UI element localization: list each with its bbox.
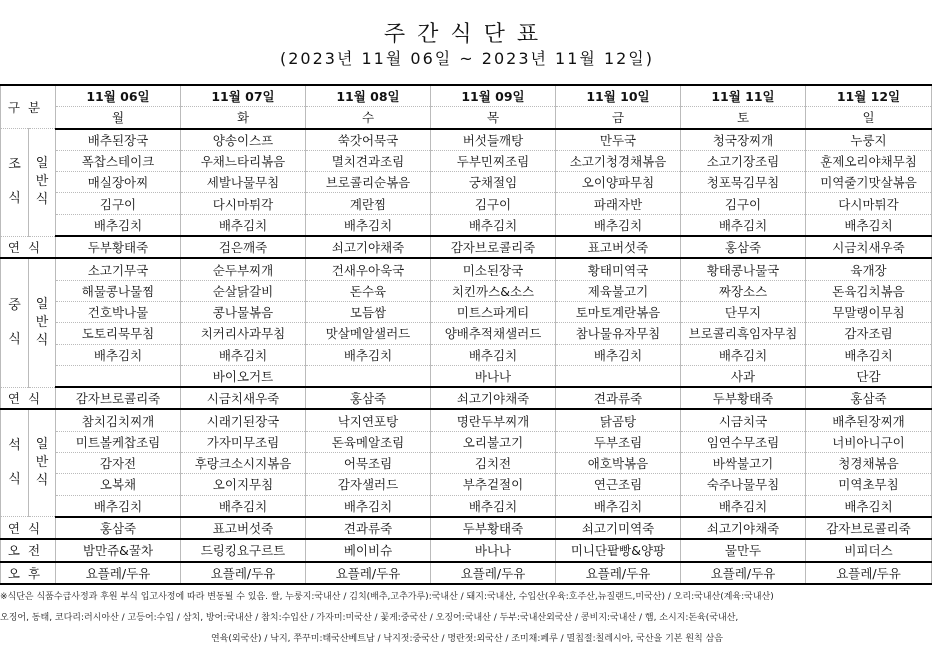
- header-date: 11월 11일: [681, 85, 806, 107]
- menu-item: 시금치국: [681, 409, 806, 431]
- menu-row: [1, 365, 932, 387]
- header-day: 수: [306, 107, 431, 129]
- menu-item: 배추김치: [56, 214, 181, 236]
- vertical-text: 석식: [8, 438, 21, 488]
- menu-item: 가자미무조림: [181, 431, 306, 452]
- footer-line-3: 연육(외국산) / 낙지, 쭈꾸미:태국산베트남 / 낙지젓:중국산 / 명란젓:외국산 / 조미채:페루 / 멸칩절:칠레시아, 국산을 기본 원칙 삼음: [211, 634, 723, 644]
- menu-item: 소고기무국: [56, 258, 181, 280]
- menu-item: 양배추적채샐러드: [431, 323, 556, 344]
- menu-item: 명란두부찌개: [431, 409, 556, 431]
- menu-item: 시래기된장국: [181, 409, 306, 431]
- menu-item: 누룽지: [806, 129, 932, 151]
- menu-item: 배추김치: [56, 495, 181, 517]
- menu-row: [1, 301, 932, 322]
- menu-item: 육개장: [806, 258, 932, 280]
- menu-item: 양송이스프: [181, 129, 306, 151]
- menu-item: 돈육김치볶음: [806, 280, 932, 301]
- menu-item: 배추김치: [681, 344, 806, 365]
- menu-item: 임연수무조림: [681, 431, 806, 452]
- weekly-menu-table: [0, 84, 932, 585]
- menu-row: [1, 344, 932, 365]
- menu-item: 애호박볶음: [556, 453, 681, 474]
- menu-row: [1, 193, 932, 214]
- menu-item: 배추된장찌개: [806, 409, 932, 431]
- menu-item: 미니단팥빵&양팡: [556, 539, 681, 561]
- header-date: 11월 12일: [806, 85, 932, 107]
- menu-body: [1, 85, 932, 584]
- menu-item: 치킨까스&소스: [431, 280, 556, 301]
- menu-row: [1, 387, 932, 409]
- menu-row: [1, 453, 932, 474]
- menu-item: 소고기장조림: [681, 150, 806, 171]
- menu-row: [1, 474, 932, 495]
- menu-item: 배추김치: [431, 214, 556, 236]
- footer-notes: [0, 587, 934, 650]
- menu-item: 매실장아찌: [56, 172, 181, 193]
- menu-item: 오복채: [56, 474, 181, 495]
- menu-item: 세발나물무침: [181, 172, 306, 193]
- lunch-sub-label: [29, 258, 56, 387]
- menu-row: [1, 280, 932, 301]
- menu-item: 바싹불고기: [681, 453, 806, 474]
- menu-item: 돈수육: [306, 280, 431, 301]
- pm-snack-label: 오후: [1, 562, 56, 584]
- menu-item: 김구이: [56, 193, 181, 214]
- header-date: 11월 08일: [306, 85, 431, 107]
- menu-item: 단무지: [681, 301, 806, 322]
- menu-item: 시금치새우죽: [806, 236, 932, 258]
- dinner-sub-label: [29, 409, 56, 516]
- menu-item: 요플레/두유: [431, 562, 556, 584]
- menu-item: 두부황태죽: [431, 517, 556, 539]
- menu-item: 닭곰탕: [556, 409, 681, 431]
- menu-item: 다시마튀각: [806, 193, 932, 214]
- menu-item: 너비아니구이: [806, 431, 932, 452]
- menu-item: 콩나물볶음: [181, 301, 306, 322]
- menu-item: 청포묵김무침: [681, 172, 806, 193]
- menu-item: 홍삼죽: [806, 387, 932, 409]
- menu-item: 감자브로콜리죽: [806, 517, 932, 539]
- menu-item: 숙주나물무침: [681, 474, 806, 495]
- header-date: 11월 10일: [556, 85, 681, 107]
- menu-item: 미역줄기맛살볶음: [806, 172, 932, 193]
- header-date: 11월 07일: [181, 85, 306, 107]
- menu-item: 김구이: [431, 193, 556, 214]
- menu-row: [1, 129, 932, 151]
- menu-item: 토마토계란볶음: [556, 301, 681, 322]
- menu-item: 훈제오리야채무침: [806, 150, 932, 171]
- menu-item: 두부민찌조림: [431, 150, 556, 171]
- dinner-snack-label: 연식: [1, 517, 56, 539]
- menu-item: 배추김치: [181, 214, 306, 236]
- vertical-text: 중식: [8, 298, 21, 348]
- header-gubun: 구분: [1, 85, 56, 129]
- breakfast-sub-label: [29, 129, 56, 236]
- menu-item: 배추김치: [556, 214, 681, 236]
- menu-item: 참나물유자무침: [556, 323, 681, 344]
- menu-item: 홍삼죽: [56, 517, 181, 539]
- menu-item: 두부황태죽: [681, 387, 806, 409]
- menu-row: [1, 517, 932, 539]
- menu-item: 버섯들깨탕: [431, 129, 556, 151]
- menu-item: [556, 365, 681, 387]
- menu-item: 바이오거트: [181, 365, 306, 387]
- menu-item: 김치전: [431, 453, 556, 474]
- menu-item: 브로콜리순볶음: [306, 172, 431, 193]
- menu-item: 배추김치: [431, 344, 556, 365]
- menu-item: 배추김치: [806, 214, 932, 236]
- menu-item: 오리불고기: [431, 431, 556, 452]
- menu-item: 표고버섯죽: [556, 236, 681, 258]
- menu-item: 두부황태죽: [56, 236, 181, 258]
- menu-item: [56, 365, 181, 387]
- menu-item: 계란찜: [306, 193, 431, 214]
- footer-line-2: 오징어, 동태, 코다리:러시아산 / 고등어:수입 / 삼치, 방어:국내산 / 참치:수입산 / 가자미:미국산 / 꽃게:중국산 / 오징어:국내산 / 두부:국내산외국산 / 콩비지:국내산 / 햄, 소시지:돈육(국내산,: [0, 613, 739, 623]
- menu-item: 감자샐러드: [306, 474, 431, 495]
- menu-item: 해물콩나물찜: [56, 280, 181, 301]
- menu-item: 청경채볶음: [806, 453, 932, 474]
- breakfast-label: [1, 129, 29, 236]
- menu-item: 배추김치: [56, 344, 181, 365]
- menu-item: 오이양파무침: [556, 172, 681, 193]
- menu-item: 짜장소스: [681, 280, 806, 301]
- menu-item: 순두부찌개: [181, 258, 306, 280]
- menu-row: [1, 150, 932, 171]
- menu-item: 우채느타리볶음: [181, 150, 306, 171]
- dinner-label: [1, 409, 29, 516]
- menu-item: 비피더스: [806, 539, 932, 561]
- menu-item: 배추김치: [681, 495, 806, 517]
- menu-item: 치커리사과무침: [181, 323, 306, 344]
- menu-item: 요플레/두유: [181, 562, 306, 584]
- menu-item: 감자브로콜리죽: [56, 387, 181, 409]
- menu-item: 건새우아욱국: [306, 258, 431, 280]
- header-day: 일: [806, 107, 932, 129]
- menu-item: 드링킹요구르트: [181, 539, 306, 561]
- footer-line-1: ※식단은 식품수급사정과 후원 부식 입고사정에 따라 변동될 수 있음. 쌀, 누룽지:국내산 / 김치(배추,고추가루):국내산 / 돼지:국내산, 수입산(우육:호주산,뉴질랜드,미국산) / 오리:국내산(계육:국내산): [0, 592, 774, 602]
- menu-item: 제육불고기: [556, 280, 681, 301]
- menu-row: [1, 323, 932, 344]
- menu-item: 배추김치: [806, 495, 932, 517]
- menu-item: 어묵조림: [306, 453, 431, 474]
- menu-item: 김구이: [681, 193, 806, 214]
- menu-item: 요플레/두유: [556, 562, 681, 584]
- header-day: 금: [556, 107, 681, 129]
- menu-item: 검은깨죽: [181, 236, 306, 258]
- vertical-text: 조식: [8, 157, 21, 207]
- menu-item: 배추김치: [306, 495, 431, 517]
- menu-item: 황태미역국: [556, 258, 681, 280]
- menu-row: [1, 495, 932, 517]
- menu-item: 참치김치찌개: [56, 409, 181, 431]
- breakfast-snack-label: 연식: [1, 236, 56, 258]
- menu-item: 맛살메알샐러드: [306, 323, 431, 344]
- menu-item: 두부조림: [556, 431, 681, 452]
- menu-item: 모듬쌈: [306, 301, 431, 322]
- menu-item: 바나나: [431, 365, 556, 387]
- menu-item: 배추김치: [306, 344, 431, 365]
- menu-item: 오이지무침: [181, 474, 306, 495]
- menu-item: 만두국: [556, 129, 681, 151]
- menu-item: 궁채절임: [431, 172, 556, 193]
- menu-item: 배추김치: [556, 495, 681, 517]
- menu-item: 단감: [806, 365, 932, 387]
- period-range: (2023년 11월 06일 ~ 2023년 11월 12일): [279, 49, 655, 68]
- menu-item: 멸치견과조림: [306, 150, 431, 171]
- header-day: 토: [681, 107, 806, 129]
- menu-item: 무말랭이무침: [806, 301, 932, 322]
- menu-row: [1, 236, 932, 258]
- menu-item: 다시마튀각: [181, 193, 306, 214]
- header-day: 월: [56, 107, 181, 129]
- menu-item: 요플레/두유: [56, 562, 181, 584]
- header-date: 11월 06일: [56, 85, 181, 107]
- menu-item: 황태콩나물국: [681, 258, 806, 280]
- menu-item: 쇠고기야채죽: [306, 236, 431, 258]
- menu-item: 바나나: [431, 539, 556, 561]
- menu-item: 파래자반: [556, 193, 681, 214]
- menu-row: [1, 409, 932, 431]
- menu-item: 표고버섯죽: [181, 517, 306, 539]
- menu-item: 물만두: [681, 539, 806, 561]
- menu-item: 배추김치: [431, 495, 556, 517]
- menu-item: 미역초무침: [806, 474, 932, 495]
- menu-item: 견과류죽: [306, 517, 431, 539]
- menu-item: 건호박나물: [56, 301, 181, 322]
- menu-item: 감자전: [56, 453, 181, 474]
- menu-item: 밤만쥬&꿀차: [56, 539, 181, 561]
- menu-item: 배추김치: [181, 495, 306, 517]
- menu-item: 후랑크소시지볶음: [181, 453, 306, 474]
- menu-item: 배추김치: [806, 344, 932, 365]
- vertical-text: 일반식: [35, 297, 49, 349]
- menu-row: [1, 214, 932, 236]
- menu-item: 부추겉절이: [431, 474, 556, 495]
- menu-item: 청국장찌개: [681, 129, 806, 151]
- menu-item: 홍삼죽: [306, 387, 431, 409]
- menu-item: 견과류죽: [556, 387, 681, 409]
- menu-row: [1, 258, 932, 280]
- menu-item: 미소된장국: [431, 258, 556, 280]
- menu-item: 브로콜리흑임자무침: [681, 323, 806, 344]
- vertical-text: 일반식: [35, 156, 49, 208]
- menu-item: 도토리묵무침: [56, 323, 181, 344]
- menu-item: 배추김치: [181, 344, 306, 365]
- menu-item: 돈육메알조림: [306, 431, 431, 452]
- menu-item: 요플레/두유: [806, 562, 932, 584]
- menu-item: 배추된장국: [56, 129, 181, 151]
- menu-row: [1, 431, 932, 452]
- menu-item: 홍삼죽: [681, 236, 806, 258]
- vertical-text: 일반식: [35, 437, 49, 489]
- menu-row: [1, 172, 932, 193]
- header-day: 화: [181, 107, 306, 129]
- menu-item: 쇠고기야채죽: [681, 517, 806, 539]
- menu-item: 요플레/두유: [681, 562, 806, 584]
- menu-item: 쇠고기야채죽: [431, 387, 556, 409]
- menu-row: [1, 562, 932, 584]
- menu-item: 연근조림: [556, 474, 681, 495]
- menu-item: 베이비슈: [306, 539, 431, 561]
- page-title: 주간식단표: [383, 22, 551, 47]
- menu-item: 순살닭갈비: [181, 280, 306, 301]
- menu-item: 쇠고기미역죽: [556, 517, 681, 539]
- lunch-snack-label: 연식: [1, 387, 56, 409]
- menu-item: 감자브로콜리죽: [431, 236, 556, 258]
- am-snack-label: 오전: [1, 539, 56, 561]
- menu-row: [1, 85, 932, 107]
- menu-item: [306, 365, 431, 387]
- menu-item: 폭찹스테이크: [56, 150, 181, 171]
- header-date: 11월 09일: [431, 85, 556, 107]
- menu-item: 소고기청경채볶음: [556, 150, 681, 171]
- menu-item: 요플레/두유: [306, 562, 431, 584]
- menu-item: 배추김치: [306, 214, 431, 236]
- lunch-label: [1, 258, 29, 387]
- menu-item: 시금치새우죽: [181, 387, 306, 409]
- menu-row: [1, 107, 932, 129]
- menu-item: 배추김치: [681, 214, 806, 236]
- menu-item: 미트스파게티: [431, 301, 556, 322]
- menu-item: 쑥갓어묵국: [306, 129, 431, 151]
- menu-item: 배추김치: [556, 344, 681, 365]
- menu-row: [1, 539, 932, 561]
- menu-item: 낙지연포탕: [306, 409, 431, 431]
- header-day: 목: [431, 107, 556, 129]
- menu-item: 미트볼케찹조림: [56, 431, 181, 452]
- menu-item: 사과: [681, 365, 806, 387]
- menu-item: 감자조림: [806, 323, 932, 344]
